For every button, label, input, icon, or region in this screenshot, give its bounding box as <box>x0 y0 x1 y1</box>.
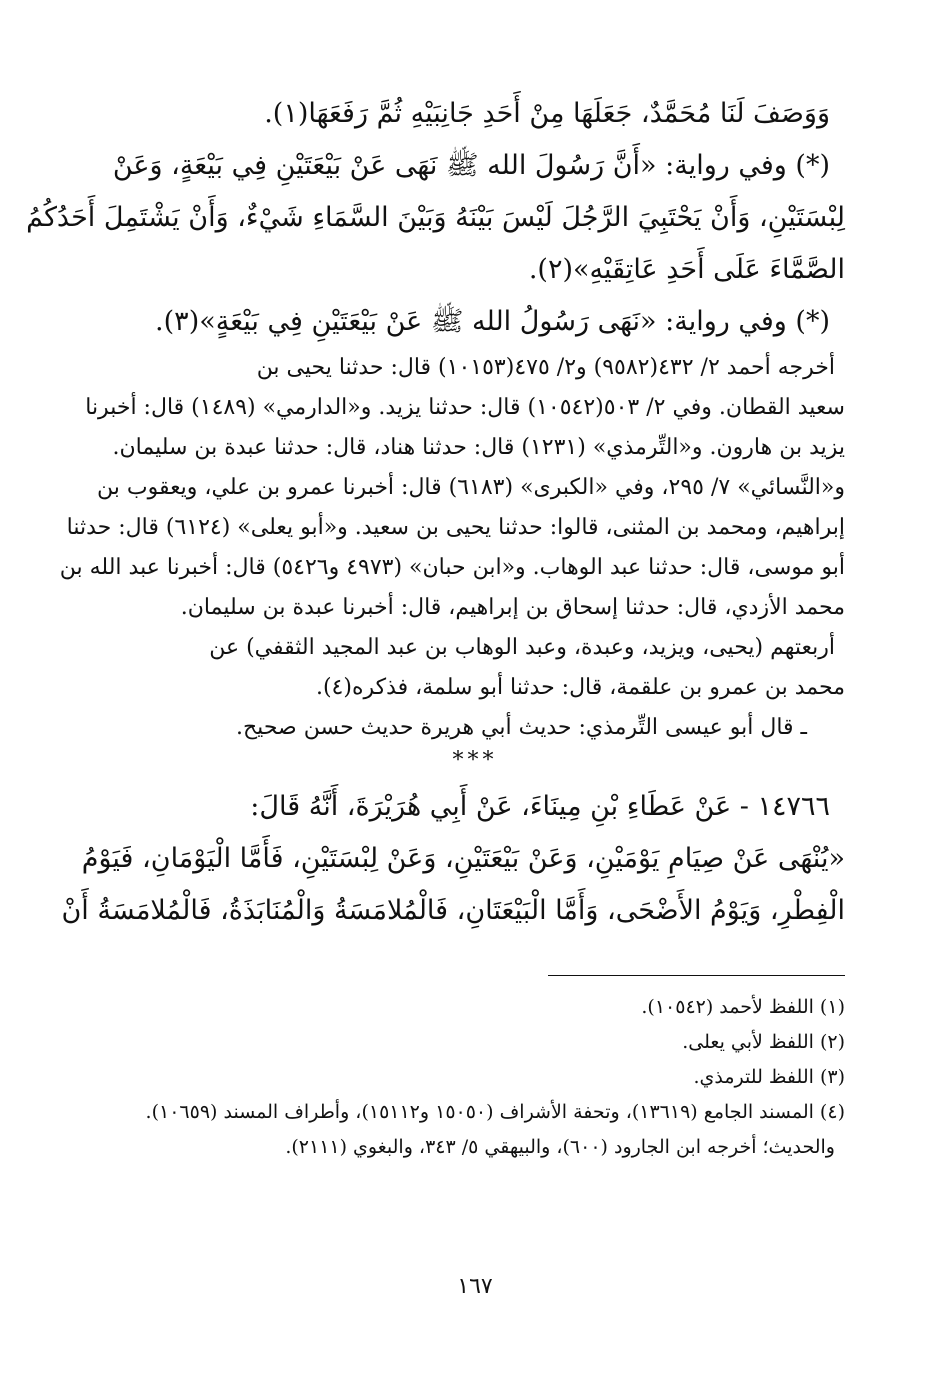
footnote: (٣) اللفظ للترمذي. <box>693 1066 845 1088</box>
takhrij-line: محمد الأزدي، قال: حدثنا إسحاق بن إبراهيم، قال: أخبرنا عبدة بن سليمان. <box>180 595 845 620</box>
footnote: (١) اللفظ لأحمد (١٠٥٤٢). <box>641 996 845 1018</box>
hadith-line: (*) وفي رواية: «نَهَى رَسُولُ الله ﷺ عَنْ بَيْعَتَيْنِ فِي بَيْعَةٍ»(٣). <box>155 306 830 337</box>
hadith-line: الْفِطْرِ، وَيَوْمُ الأَضْحَى، وَأَمَّا الْبَيْعَتَانِ، فَالْمُلامَسَةُ وَالْمُنَابَذَةُ، فَالْمُلامَسَةُ أَنْ <box>61 895 845 926</box>
narrators-line: محمد بن عمرو بن علقمة، قال: حدثنا أبو سلمة، فذكره(٤). <box>315 675 845 700</box>
hadith-text-top <box>26 88 845 348</box>
hadith-text-next <box>61 781 845 937</box>
footnote-continuation: والحديث؛ أخرجه ابن الجارود (٦٠٠)، والبيهقي ٥/ ٣٤٣، والبغوي (٢١١١). <box>285 1136 835 1158</box>
tirmidhi-ruling: ـ قال أبو عيسى التِّرمذي: حديث أبي هريرة حديث حسن صحيح. <box>235 715 807 740</box>
footnotes <box>105 990 845 1165</box>
takhrij-line: سعيد القطان. وفي ٢/ ٥٠٣(١٠٥٤٢) قال: حدثنا يزيد. و«الدارمي» (١٤٨٩) قال: أخبرنا <box>85 395 845 420</box>
footnote: (٢) اللفظ لأبي يعلى. <box>682 1031 845 1053</box>
hadith-line: «يُنْهَى عَنْ صِيَامِ يَوْمَيْنِ، وَعَنْ بَيْعَتَيْنِ، وَعَنْ لِبْسَتَيْنِ، فَأَمَّا الْيَوْمَانِ، فَيَوْمُ <box>81 843 845 874</box>
section-divider-stars: *** <box>452 748 498 773</box>
takhrij-line: و«النَّسائي» ٧/ ٢٩٥، وفي «الكبرى» (٦١٨٣) قال: أخبرنا عمرو بن علي، ويعقوب بن <box>97 475 845 500</box>
hadith-heading: ١٤٧٦٦ - عَنْ عَطَاءِ بْنِ مِينَاءَ، عَنْ أَبِي هُرَيْرَةَ، أَنَّهُ قَالَ: <box>250 791 830 822</box>
book-page <box>26 88 845 1348</box>
hadith-line: (*) وفي رواية: «أَنَّ رَسُولَ الله ﷺ نَهَى عَنْ بَيْعَتَيْنِ فِي بَيْعَةٍ، وَعَنْ <box>112 150 830 181</box>
footnote-separator <box>548 975 845 976</box>
narrators-line: أربعتهم (يحيى، ويزيد، وعبدة، وعبد الوهاب بن عبد المجيد الثقفي) عن <box>209 635 835 660</box>
takhrij-line: إبراهيم، ومحمد بن المثنى، قالوا: حدثنا يحيى بن سعيد. و«أبو يعلى» (٦١٢٤) قال: حدثنا <box>66 515 845 540</box>
footnote: (٤) المسند الجامع (١٣٦١٩)، وتحفة الأشراف (١٥٠٥٠ و١٥١١٢)، وأطراف المسند (١٠٦٥٩). <box>145 1101 845 1123</box>
narrators-paragraph <box>105 628 845 708</box>
takhrij-paragraph <box>59 348 845 628</box>
page-number: ١٦٧ <box>457 1274 493 1299</box>
hadith-line: الصَّمَّاءَ عَلَى أَحَدِ عَاتِقَيْهِ»(٢). <box>528 254 845 285</box>
hadith-line: لِبْسَتَيْنِ، وَأَنْ يَحْتَبِيَ الرَّجُلَ لَيْسَ بَيْنَهُ وَبَيْنَ السَّمَاءِ شَيْءٌ، وَأَنْ يَشْتَمِلَ أَحَدُكُمُ <box>26 202 845 233</box>
takhrij-line: أخرجه أحمد ٢/ ٤٣٢(٩٥٨٢) و٢/ ٤٧٥(١٠١٥٣) قال: حدثنا يحيى بن <box>256 355 835 380</box>
takhrij-line: أبو موسى، قال: حدثنا عبد الوهاب. و«ابن حبان» (٤٩٧٣ و٥٤٢٦) قال: أخبرنا عبد الله بن <box>59 555 845 580</box>
takhrij-line: يزيد بن هارون. و«التِّرمذي» (١٢٣١) قال: حدثنا هناد، قال: حدثنا عبدة بن سليمان. <box>112 435 845 460</box>
hadith-line: وَوَصَفَ لَنَا مُحَمَّدٌ، جَعَلَهَا مِنْ أَحَدِ جَانِبَيْهِ ثُمَّ رَفَعَهَا(١). <box>264 98 830 129</box>
